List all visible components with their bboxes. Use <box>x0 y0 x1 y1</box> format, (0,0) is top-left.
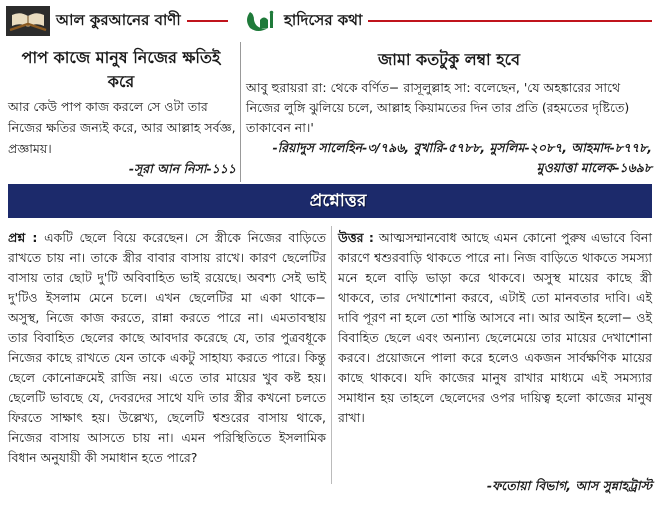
qa-column-divider <box>331 226 332 484</box>
hadith-heading: জামা কতটুকু লম্বা হবে <box>377 50 521 69</box>
qa-banner <box>8 184 652 218</box>
header-divider-line <box>368 20 652 22</box>
mosque-icon <box>242 6 278 36</box>
question-block <box>8 228 326 468</box>
answer-text: আত্মসম্মানবোধ আছে এমন কোনো পুরুষ এভাবে বিনা কারণে শ্বশুরবাড়ি থাকতে পারে না। নিজ বাড়িতে থাকতে সমস্যা মনে হলে বাড়ি ভাড়া করে থাকবে। অসুস্থ মায়ের কাছে স্ত্রী থাকবে, তার দেখাশোনা করবে, এটাই তো মানবতার দাবি। এই দাবি পূরণ না হলে তো শান্তি আসবে না। আর আইন হলো− ওই বিবাহিত ছেলে এবং অন্যান্য ছেলেমেয়ে তার মায়ের দেখাশোনা করবে। প্রয়োজনে পালা করে হলেও একজন সার্বক্ষণিক মায়ের কাছে থাকবে। যদি কাজের মানুষ রাখার মাধ্যমে এই সমস্যার সমাধান হয় তাহলে ছেলেদের ওপর দায়িত্ব হলো কাজের মানুষ রাখা। <box>338 230 652 425</box>
qa-banner-title: প্রশ্নোত্তর <box>309 191 367 211</box>
answer-label: উত্তর : <box>338 230 374 245</box>
hadith-text: আবু হুরায়রা রা: থেকে বর্ণিত− রাসূলুল্লাহ সা: বলেছেন, 'যে অহঙ্কারের সাথে নিজের লুঙ্গি ঝুলিয়ে চলে, আল্লাহ কিয়ামতের দিন তার প্রতি (রহমতের দৃষ্টিতে) তাকাবেন না।' <box>246 80 630 135</box>
hadith-section-header <box>242 6 652 36</box>
answer-block <box>338 228 652 428</box>
question-label: প্রশ্ন : <box>8 230 38 245</box>
hadith-section-title: হাদিসের কথা <box>284 10 363 29</box>
column-divider <box>240 42 241 182</box>
quran-book-icon <box>6 6 50 36</box>
quran-heading: পাপ কাজে মানুষ নিজের ক্ষতিই করে <box>21 48 221 91</box>
question-text: একটি ছেলে বিয়ে করেছেন। সে স্ত্রীকে নিজের বাড়িতে রাখতে চায় না। তাকে স্ত্রীর বাবার বাসায় রাখে। কারণ ছেলেটির বাসায় তার ছোট দু'টি অবিবাহিত ভাই রয়েছে। অবশ্য সেই ভাই দু'টিও ইসলাম মেনে চলে। এখন ছেলেটির মা একা থাকে− অসুস্থ, নিজে কাজ করতে, রান্না করতে পারে না। এমতাবস্থায় তার বিবাহিত ছেলের কাছে আবদার করেছে যে, তার পুত্রবধূকে নিজের কাছে রাখতে যেন তাকে একটু সাহায্য করতে পারে। কিন্তু ছেলে কোনোক্রমেই রাজি নয়। এতে তার মায়ের খুব কষ্ট হয়। ছেলেটি ভাবছে যে, দেবরদের সাথে যদি তার স্ত্রীর কখনো চলতে ফিরতে সাক্ষাৎ হয়। উল্লেখ্য, ছেলেটি শ্বশুরের বাসায় থাকে, নিজের বাসায় আসতে চায় না। এমন পরিস্থিতিতে ইসলামিক বিধান অনুযায়ী কী সমাধান হতে পারে? <box>8 230 326 465</box>
header-divider-line <box>187 20 228 22</box>
quran-verse-text: আর কেউ পাপ কাজ করলে সে ওটা তার নিজের ক্ষতির জন্যই করে, আর আল্লাহ সর্বজ্ঞ, প্রজ্ঞাময়। <box>8 99 236 156</box>
answer-signature: -ফতোয়া বিভাগ, আস সুন্নাহট্রাস্ট <box>486 478 652 493</box>
quran-section-header <box>6 6 228 36</box>
hadith-reference: -রিয়াদুস সালেহিন-৩/৭৯৬, বুখারি-৫৭৮৮, মুসলিম-২০৮৭, আহমাদ-৮৭৭৮, মুওয়াত্তা মালেক-১৬৯৮ <box>272 140 652 175</box>
quran-reference: -সূরা আন নিসা-১১১ <box>128 161 236 176</box>
quran-section-title: আল কুরআনের বাণী <box>56 10 181 29</box>
